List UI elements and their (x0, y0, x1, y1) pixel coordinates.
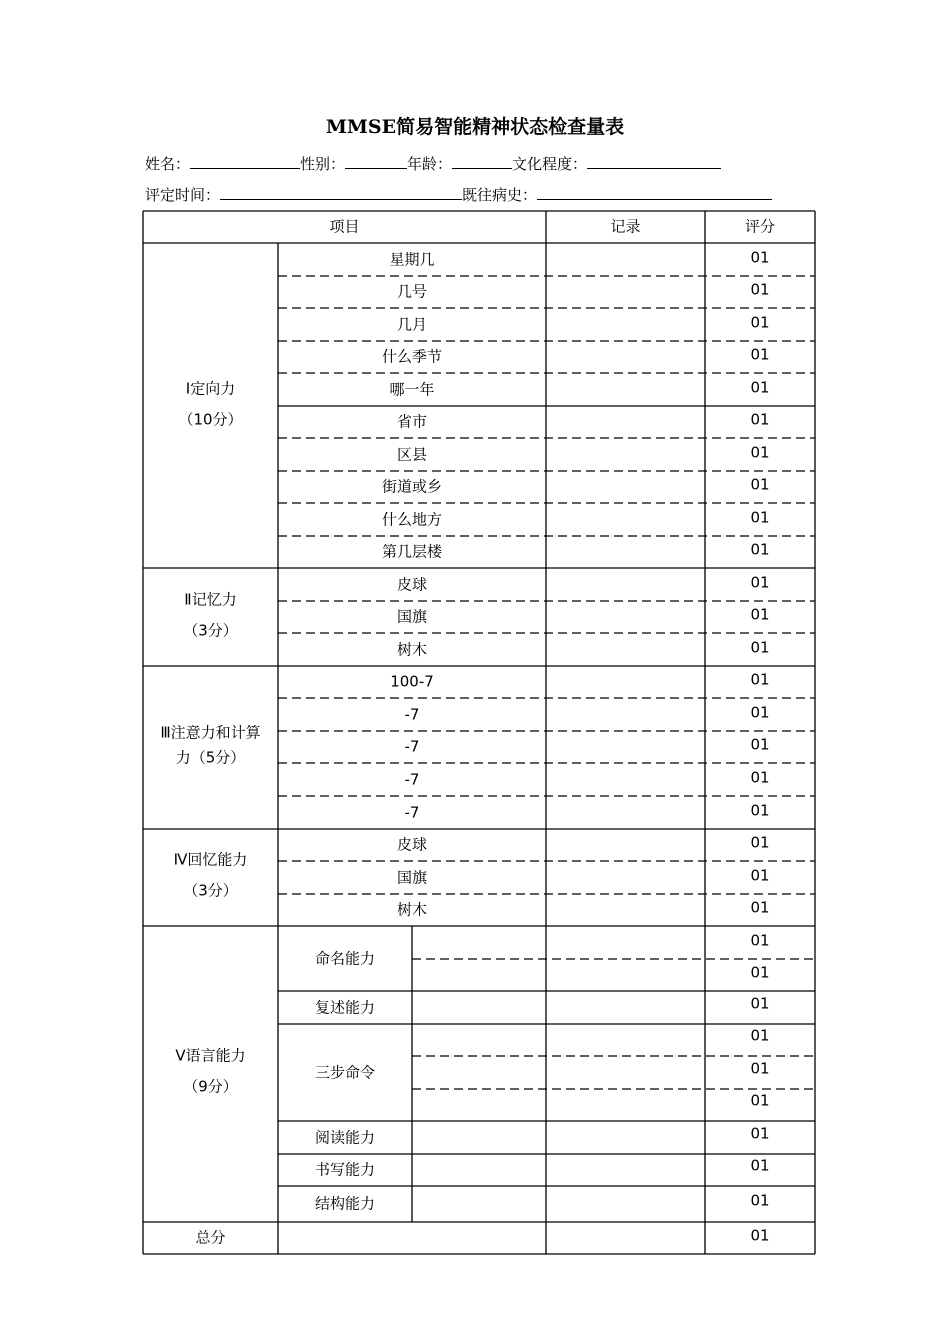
language-item: 复述能力 (314, 998, 376, 1016)
header-item: 项目 (329, 217, 360, 236)
orientation-item: 街道或乡 (381, 477, 443, 496)
orientation-item: 星期几 (389, 250, 435, 268)
recall-item: 皮球 (396, 835, 428, 854)
language-score: 01 (750, 1091, 770, 1110)
orientation-score: 01 (750, 443, 770, 461)
memory-score: 01 (750, 605, 770, 624)
memory-points: （3分） (183, 621, 238, 640)
language-item: 命名能力 (314, 949, 376, 967)
recall-points: （3分） (183, 881, 238, 900)
recall-score: 01 (750, 866, 770, 884)
attention-label: Ⅲ注意力和计算 (160, 723, 261, 742)
name-label: 姓名： (145, 155, 191, 173)
total-label: 总分 (195, 1228, 226, 1247)
attention-item: -7 (404, 770, 420, 788)
page-title: MMSE简易智能精神状态检查量表 (325, 116, 625, 138)
orientation-score: 01 (750, 248, 770, 266)
orientation-item: 省市 (396, 412, 428, 431)
recall-label: Ⅳ回忆能力 (173, 850, 248, 869)
language-item: 阅读能力 (314, 1128, 376, 1146)
language-item: 书写能力 (314, 1160, 376, 1179)
language-score: 01 (750, 1059, 770, 1078)
gender-label: 性别： (300, 155, 346, 173)
orientation-item: 几号 (396, 282, 428, 301)
attention-score: 01 (750, 703, 770, 721)
memory-item: 皮球 (396, 575, 428, 593)
header-score: 评分 (744, 217, 776, 236)
language-label: Ⅴ语言能力 (175, 1046, 246, 1065)
language-points: （9分） (183, 1077, 238, 1096)
orientation-score: 01 (750, 280, 770, 299)
recall-item: 树木 (396, 900, 428, 919)
attention-score: 01 (750, 801, 770, 819)
attention-item: -7 (404, 737, 420, 756)
attention-score: 01 (750, 735, 770, 754)
memory-score: 01 (750, 638, 770, 656)
language-score: 01 (750, 931, 770, 950)
eval-time-label: 评定时间： (145, 186, 221, 204)
education-label: 文化程度： (512, 155, 588, 173)
orientation-item: 什么地方 (381, 510, 443, 528)
history-label: 既往病史： (462, 186, 538, 204)
language-score: 01 (750, 1191, 770, 1210)
orientation-label: Ⅰ定向力 (185, 379, 236, 398)
orientation-item: 几月 (396, 315, 428, 333)
language-score: 01 (750, 994, 770, 1013)
attention-points: 力（5分） (175, 748, 246, 767)
memory-score: 01 (750, 573, 770, 591)
orientation-score: 01 (750, 313, 770, 331)
language-score: 01 (750, 1124, 770, 1143)
attention-score: 01 (750, 670, 770, 689)
orientation-points: （10分） (178, 410, 243, 429)
orientation-item: 什么季节 (381, 347, 443, 366)
orientation-score: 01 (750, 508, 770, 526)
orientation-score: 01 (750, 475, 770, 494)
recall-item: 国旗 (396, 868, 428, 886)
language-item: 结构能力 (314, 1194, 376, 1213)
attention-score: 01 (750, 768, 770, 786)
age-label: 年龄： (407, 155, 453, 173)
recall-score: 01 (750, 898, 770, 917)
orientation-score: 01 (750, 540, 770, 559)
orientation-score: 01 (750, 378, 770, 396)
orientation-score: 01 (750, 345, 770, 364)
language-item: 三步命令 (314, 1063, 376, 1081)
memory-item: 树木 (396, 640, 428, 658)
language-score: 01 (750, 1026, 770, 1045)
language-score: 01 (750, 963, 770, 982)
recall-score: 01 (750, 833, 770, 852)
language-score: 01 (750, 1156, 770, 1175)
attention-item: -7 (404, 705, 420, 723)
total-score: 01 (750, 1226, 770, 1245)
orientation-item: 区县 (396, 445, 428, 463)
memory-item: 国旗 (396, 607, 428, 626)
attention-item: -7 (404, 803, 420, 821)
attention-item: 100-7 (390, 672, 434, 691)
orientation-item: 哪一年 (389, 380, 435, 398)
header-record: 记录 (610, 217, 641, 236)
memory-label: Ⅱ记忆力 (184, 590, 237, 609)
orientation-score: 01 (750, 410, 770, 429)
orientation-item: 第几层楼 (381, 542, 443, 561)
